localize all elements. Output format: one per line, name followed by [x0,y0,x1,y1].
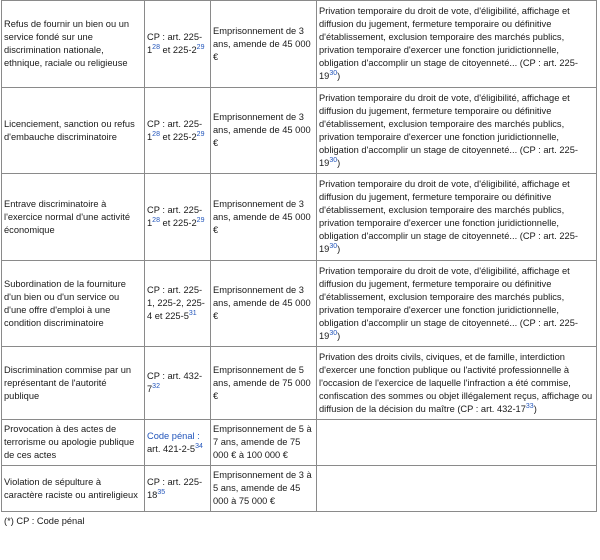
complementary-penalty-cell [317,174,597,261]
footnote-link[interactable]: 30 [329,329,338,337]
complementary-text: Privation temporaire du droit de vote, d'éligibilité, affichage et diffusion du jugement, fermeture temporaire ou définitive d'établissement, exclusion temporaire des marchés publics, privation temporaire d'exercer une fonction juridictionnelle, obligation d'accomplir un stage de citoyenneté... (CP : art. 225-19 [319,179,578,254]
footnote-link[interactable]: 30 [329,242,338,250]
reference-text: CP : art. 225-1 [147,118,203,142]
offense-text: Provocation à des actes de terrorisme ou apologie publique de ces actes [4,424,135,460]
legal-reference-cell [145,174,211,261]
penalty-cell [211,1,317,88]
penalty-text: Emprisonnement de 3 ans, amende de 45 000 € [213,285,311,321]
footnote-link[interactable]: 29 [196,130,205,138]
penalty-text: Emprisonnement de 5 ans, amende de 75 000 € [213,364,311,401]
offense-cell [2,88,145,174]
table-row [2,261,597,347]
penalty-cell [211,261,317,347]
offense-cell [2,466,145,512]
offense-text: Violation de sépulture à caractère raciste ou antireligieux [4,476,138,500]
footnote-link[interactable]: 32 [152,382,160,390]
reference-text: et 225-2 [159,45,197,55]
closing-paren: ) [337,244,341,254]
offense-text: Licenciement, sanction ou refus d'embauche discriminatoire [4,118,135,142]
footnote-link[interactable]: 28 [152,130,160,138]
reference-text: CP : art. 225-18 [147,476,203,500]
complementary-text: Privation des droits civils, civiques, et de famille, interdiction d'exercer une fonction publique ou l'activité professionnelle à l'occasion de l'exercice de laquelle l'infraction a été commise, confiscation des sommes ou objet illégalement reçus, affichage ou diffusion de la décision du maître (CP : art. 432-17 [319,351,593,414]
footnote-link[interactable]: 33 [525,402,534,410]
reference-text: art. 421-2-5 [147,443,196,454]
penalty-text: Emprisonnement de 3 à 5 ans, amende de 45 000 à 75 000 € [213,470,312,506]
complementary-penalty-cell [317,1,597,88]
table-row [2,347,597,420]
footnote-link[interactable]: 30 [329,156,338,164]
complementary-penalty-cell [317,466,597,512]
reference-text: CP : art. 225-1 [147,32,203,55]
reference-text: CP : art. 225-1, 225-2, 225-4 et 225-5 [147,285,205,321]
penalty-text: Emprisonnement de 3 ans, amende de 45 000 € [213,198,311,235]
legal-reference-cell [145,261,211,347]
legal-reference-cell [145,88,211,174]
penalty-cell [211,174,317,261]
offense-text: Refus de fournir un bien ou un service fondé sur une discrimination nationale, ethnique, raciale ou religieuse [4,19,130,68]
footnote-link[interactable]: 34 [195,442,203,450]
footnote-link[interactable]: 29 [196,216,205,224]
complementary-text: Privation temporaire du droit de vote, d'éligibilité, affichage et diffusion du jugement, fermeture temporaire ou définitive d'établissement, exclusion temporaire des marchés publics, privation temporaire d'exercer une fonction juridictionnelle, obligation d'accomplir un stage de citoyenneté... (CP : art. 225-19 [319,265,578,341]
table-row [2,174,597,261]
offense-text: Discrimination commise par un représentant de l'autorité publique [4,364,132,401]
offense-cell [2,420,145,466]
footnote-link[interactable]: 35 [157,488,166,496]
code-penal-link[interactable]: Code pénal : [147,430,200,441]
reference-text: CP : art. 432-7 [147,371,203,394]
table-row [2,88,597,174]
penalty-cell [211,466,317,512]
offense-cell [2,261,145,347]
complementary-penalty-cell [317,88,597,174]
penalties-table [1,0,597,512]
footnote-link[interactable]: 29 [196,43,205,51]
abbreviation-footnote: (*) CP : Code pénal [4,516,85,526]
penalty-text: Emprisonnement de 5 à 7 ans, amende de 75 000 € à 100 000 € [213,424,312,460]
penalty-cell [211,420,317,466]
penalty-cell [211,88,317,174]
closing-paren: ) [533,403,537,414]
offense-cell [2,174,145,261]
complementary-text: Privation temporaire du droit de vote, d'éligibilité, affichage et diffusion du jugement, fermeture temporaire ou définitive d'établissement, exclusion temporaire des marchés publics, privation temporaire d'exercer une fonction juridictionnelle, obligation d'accomplir un stage de citoyenneté... (CP : art. 225-19 [319,92,578,168]
footnote-link[interactable]: 31 [188,309,197,317]
complementary-penalty-cell [317,347,597,420]
reference-text: CP : art. 225-1 [147,205,203,228]
reference-text: et 225-2 [159,131,197,142]
legal-reference-cell [145,420,211,466]
offense-text: Entrave discriminatoire à l'exercice normal d'une activité économique [4,198,131,235]
reference-text: et 225-2 [159,218,197,228]
table-row [2,420,597,466]
complementary-penalty-cell [317,261,597,347]
closing-paren: ) [337,71,341,81]
legal-reference-cell [145,347,211,420]
penalty-text: Emprisonnement de 3 ans, amende de 45 000 € [213,25,311,62]
penalty-text: Emprisonnement de 3 ans, amende de 45 000 € [213,112,311,148]
complementary-penalty-cell [317,420,597,466]
table-row [2,1,597,88]
offense-cell [2,1,145,88]
legal-reference-cell [145,1,211,88]
offense-cell [2,347,145,420]
penalty-cell [211,347,317,420]
footnote-link[interactable]: 30 [329,69,338,77]
footnote-link[interactable]: 28 [152,43,160,51]
footnote-link[interactable]: 28 [152,216,160,224]
closing-paren: ) [337,330,341,341]
closing-paren: ) [337,157,341,168]
legal-reference-cell [145,466,211,512]
offense-text: Subordination de la fourniture d'un bien ou d'un service ou d'une offre d'emploi à une condition discriminatoire [4,278,126,328]
complementary-text: Privation temporaire du droit de vote, d'éligibilité, affichage et diffusion du jugement, fermeture temporaire ou définitive d'établissement, exclusion temporaire des marchés publics, privation temporaire d'exercer une fonction juridictionnelle, obligation d'accomplir un stage de citoyenneté... (CP : art. 225-19 [319,6,578,81]
table-row [2,466,597,512]
